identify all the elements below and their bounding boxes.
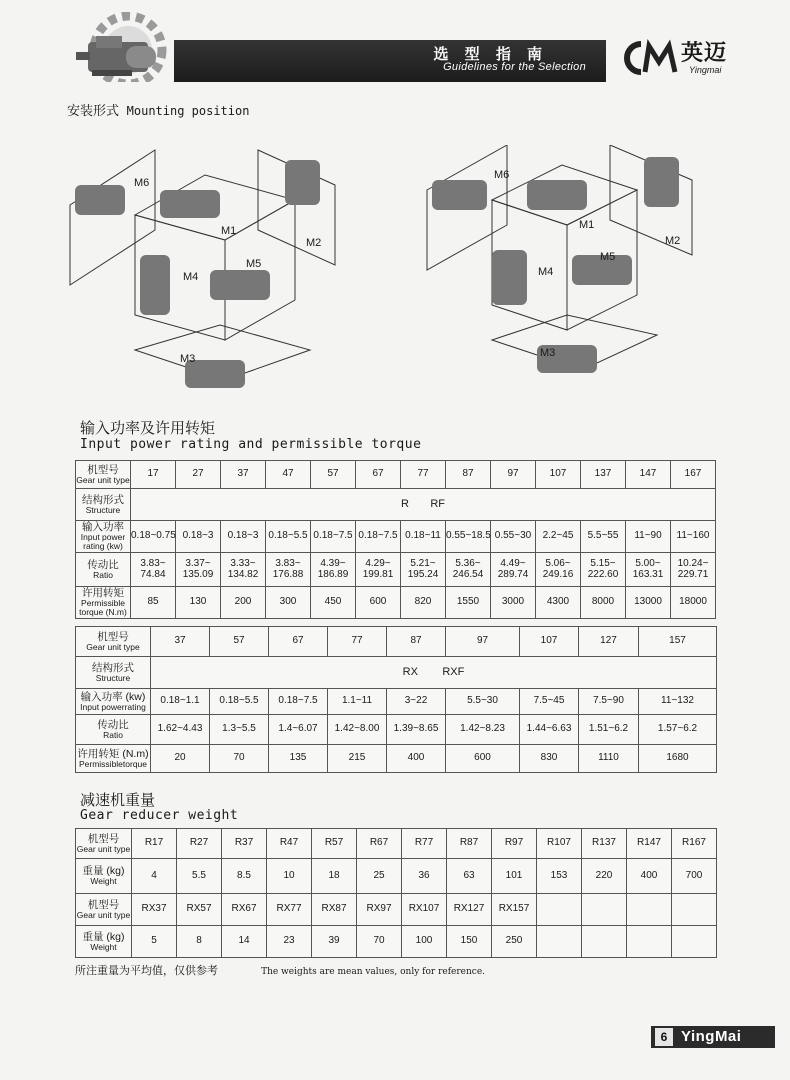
gear-motor-icon xyxy=(66,12,191,82)
table-cell: 0.18~11 xyxy=(401,521,446,553)
table-cell: 20 xyxy=(151,745,210,773)
table-cell: 1550 xyxy=(446,587,491,619)
label-m2: M2 xyxy=(665,235,681,247)
table-cell: R77 xyxy=(402,829,447,859)
table-row xyxy=(76,689,717,715)
table-cell: RX157 xyxy=(492,894,537,926)
header-cell: 传动比 Ratio xyxy=(76,715,151,745)
table-cell: 5.06~ 249.16 xyxy=(536,553,581,587)
table-cell: 1.62~4.43 xyxy=(151,715,210,745)
table-cell: 1.39~8.65 xyxy=(387,715,446,745)
table-cell: 7.5~45 xyxy=(520,689,579,715)
label-m4: M4 xyxy=(538,266,554,278)
table-cell: RX87 xyxy=(312,894,357,926)
header-cell: 重量 (kg) Weight xyxy=(76,859,132,894)
table-cell: R17 xyxy=(132,829,177,859)
table-cell: 57 xyxy=(311,461,356,489)
table-cell: 1.51~6.2 xyxy=(579,715,639,745)
table-cell: 4.49~ 289.74 xyxy=(491,553,536,587)
table-cell: 37 xyxy=(221,461,266,489)
table-cell: 2.2~45 xyxy=(536,521,581,553)
label-m5: M5 xyxy=(246,258,262,270)
table-cell: 127 xyxy=(579,627,639,657)
table-cell xyxy=(627,894,672,926)
table-cell: 100 xyxy=(402,926,447,958)
table-cell: 5.21~ 195.24 xyxy=(401,553,446,587)
table-cell: RX127 xyxy=(447,894,492,926)
table-cell: 8 xyxy=(177,926,222,958)
table-cell: 57 xyxy=(210,627,269,657)
header-cell: 机型号 Gear unit type xyxy=(76,461,131,489)
table-row xyxy=(76,553,716,587)
table-cell: R57 xyxy=(312,829,357,859)
table-cell: 18000 xyxy=(671,587,716,619)
table-cell: 0.18~3 xyxy=(221,521,266,553)
table-cell: 10.24~ 229.71 xyxy=(671,553,716,587)
table-cell: R147 xyxy=(627,829,672,859)
table-cell: 107 xyxy=(536,461,581,489)
table-cell: 14 xyxy=(222,926,267,958)
table-cell: 67 xyxy=(356,461,401,489)
table-cell: 3.83~ 74.84 xyxy=(131,553,176,587)
table-row xyxy=(76,894,717,926)
table-cell: 18 xyxy=(312,859,357,894)
table-cell: RX37 xyxy=(132,894,177,926)
header-cell: 重量 (kg) Weight xyxy=(76,926,132,958)
table-cell: RX57 xyxy=(177,894,222,926)
table-cell: 0.18~5.5 xyxy=(210,689,269,715)
table-cell: 11~90 xyxy=(626,521,671,553)
table-row xyxy=(76,715,717,745)
table-row xyxy=(76,745,717,773)
power-title-en: Input power rating and permissible torque xyxy=(80,437,422,452)
table-cell: 1.42~8.23 xyxy=(446,715,520,745)
label-m2: M2 xyxy=(306,237,322,249)
table-cell: 5.5~30 xyxy=(446,689,520,715)
table-cell: 135 xyxy=(269,745,328,773)
table-cell: 23 xyxy=(267,926,312,958)
table-cell: R137 xyxy=(582,829,627,859)
table-cell: 11~132 xyxy=(639,689,717,715)
table-cell: 450 xyxy=(311,587,356,619)
table-cell: 150 xyxy=(447,926,492,958)
table-cell: 157 xyxy=(639,627,717,657)
label-m3: M3 xyxy=(540,347,556,359)
mounting-cube-diagram xyxy=(60,145,360,405)
table-cell xyxy=(537,926,582,958)
table-cell: 220 xyxy=(582,859,627,894)
table-cell: 400 xyxy=(387,745,446,773)
table-cell xyxy=(672,926,717,958)
table-cell: RX107 xyxy=(402,894,447,926)
power-title-cn: 输入功率及许用转矩 xyxy=(80,420,216,437)
header-cell: 机型号 Gear unit type xyxy=(76,894,132,926)
table-cell: 36 xyxy=(402,859,447,894)
table-row xyxy=(76,489,716,521)
table-cell: 830 xyxy=(520,745,579,773)
table-cell: 300 xyxy=(266,587,311,619)
header-title-cn: 选 型 指 南 xyxy=(433,46,548,63)
table-cell: R27 xyxy=(177,829,222,859)
power-table-r xyxy=(75,460,716,619)
header-cell: 传动比 Ratio xyxy=(76,553,131,587)
label-m6: M6 xyxy=(134,177,150,189)
table-cell: 820 xyxy=(401,587,446,619)
weight-title-en: Gear reducer weight xyxy=(80,808,239,823)
table-cell: 600 xyxy=(446,745,520,773)
table-cell: 39 xyxy=(312,926,357,958)
table-cell: 97 xyxy=(446,627,520,657)
table-cell: 1680 xyxy=(639,745,717,773)
table-cell: RX77 xyxy=(267,894,312,926)
header-cell: 结构形式 Structure xyxy=(76,657,151,689)
header-cell: 输入功率 (kw) Input powerrating xyxy=(76,689,151,715)
header-cell: 许用转矩 Permissible torque (N.m) xyxy=(76,587,131,619)
table-cell: 3~22 xyxy=(387,689,446,715)
header-cell: 输入功率 Input power rating (kw) xyxy=(76,521,131,553)
table-cell: 250 xyxy=(492,926,537,958)
page-footer xyxy=(651,1026,775,1048)
table-cell: 97 xyxy=(491,461,536,489)
table-cell: 130 xyxy=(176,587,221,619)
table-cell: 8.5 xyxy=(222,859,267,894)
table-cell: 153 xyxy=(537,859,582,894)
table-cell: 87 xyxy=(446,461,491,489)
table-cell: 1.4~6.07 xyxy=(269,715,328,745)
table-cell: 0.55~18.5 xyxy=(446,521,491,553)
table-cell: 3.37~ 135.09 xyxy=(176,553,221,587)
table-cell: 27 xyxy=(176,461,221,489)
table-cell: 5.00~ 163.31 xyxy=(626,553,671,587)
label-m5: M5 xyxy=(600,251,616,263)
mounting-diagram-right xyxy=(422,145,722,405)
header-cell: 许用转矩 (N.m) Permissibletorque xyxy=(76,745,151,773)
table-cell: 0.18~1.1 xyxy=(151,689,210,715)
table-cell: 77 xyxy=(328,627,387,657)
table-cell xyxy=(582,894,627,926)
table-cell: 1.57~6.2 xyxy=(639,715,717,745)
header-cell: 机型号 Gear unit type xyxy=(76,829,132,859)
table-cell: 107 xyxy=(520,627,579,657)
table-row xyxy=(76,829,717,859)
table-cell: 4300 xyxy=(536,587,581,619)
table-cell: 0.18~7.5 xyxy=(269,689,328,715)
table-cell xyxy=(582,926,627,958)
table-cell: RX67 xyxy=(222,894,267,926)
table-row xyxy=(76,657,717,689)
table-cell: RX97 xyxy=(357,894,402,926)
table-cell: 1110 xyxy=(579,745,639,773)
mounting-title xyxy=(67,100,249,119)
footer-brand: YingMai xyxy=(681,1028,742,1045)
weight-note-en: The weights are mean values, only for reference. xyxy=(261,967,486,977)
table-cell: 700 xyxy=(672,859,717,894)
cm-logo-icon xyxy=(619,36,679,80)
table-cell: 200 xyxy=(221,587,266,619)
label-m6: M6 xyxy=(494,169,510,181)
table-cell xyxy=(537,894,582,926)
table-cell: 87 xyxy=(387,627,446,657)
table-cell: 0.18~7.5 xyxy=(356,521,401,553)
label-m4: M4 xyxy=(183,271,199,283)
table-row xyxy=(76,461,716,489)
table-cell: 5.36~ 246.54 xyxy=(446,553,491,587)
table-cell: 63 xyxy=(447,859,492,894)
table-cell: 70 xyxy=(357,926,402,958)
table-cell: 70 xyxy=(210,745,269,773)
label-m1: M1 xyxy=(221,225,237,237)
structure-cell: RX RXF xyxy=(151,657,717,689)
power-table-rx xyxy=(75,626,717,773)
label-m1: M1 xyxy=(579,219,595,231)
table-cell: 0.55~30 xyxy=(491,521,536,553)
mounting-title-cn: 安装形式 xyxy=(67,103,120,118)
table-cell: R47 xyxy=(267,829,312,859)
table-cell: 5 xyxy=(132,926,177,958)
table-row xyxy=(76,587,716,619)
table-cell: 5.5~55 xyxy=(581,521,626,553)
table-cell: 147 xyxy=(626,461,671,489)
header-title-bar xyxy=(174,40,606,82)
table-cell: 1.44~6.63 xyxy=(520,715,579,745)
table-cell: R67 xyxy=(357,829,402,859)
table-row xyxy=(76,627,717,657)
table-cell: 25 xyxy=(357,859,402,894)
table-cell: 215 xyxy=(328,745,387,773)
header-cell: 结构形式 Structure xyxy=(76,489,131,521)
table-cell: 4.39~ 186.89 xyxy=(311,553,356,587)
page-header xyxy=(66,12,776,82)
table-cell: 167 xyxy=(671,461,716,489)
table-cell: 7.5~90 xyxy=(579,689,639,715)
table-cell: R97 xyxy=(492,829,537,859)
table-row xyxy=(76,521,716,553)
mounting-cube-diagram xyxy=(422,145,722,405)
header-title-en: Guidelines for the Selection xyxy=(443,61,586,73)
table-cell: 5.5 xyxy=(177,859,222,894)
table-cell: R167 xyxy=(672,829,717,859)
table-cell: R87 xyxy=(447,829,492,859)
table-cell: 400 xyxy=(627,859,672,894)
company-logo xyxy=(619,36,769,80)
table-cell xyxy=(627,926,672,958)
table-cell: 0.18~7.5 xyxy=(311,521,356,553)
table-cell: 1.1~11 xyxy=(328,689,387,715)
table-row xyxy=(76,926,717,958)
table-cell: 4.29~ 199.81 xyxy=(356,553,401,587)
table-cell: 11~160 xyxy=(671,521,716,553)
mounting-diagram-left xyxy=(60,145,360,405)
table-cell: 77 xyxy=(401,461,446,489)
table-cell: 0.18~3 xyxy=(176,521,221,553)
table-cell: R37 xyxy=(222,829,267,859)
table-cell: 1.3~5.5 xyxy=(210,715,269,745)
logo-text-en: Yingmai xyxy=(689,65,722,75)
table-cell: 67 xyxy=(269,627,328,657)
table-cell: 101 xyxy=(492,859,537,894)
table-cell: 8000 xyxy=(581,587,626,619)
table-cell: 4 xyxy=(132,859,177,894)
weight-note xyxy=(75,962,485,978)
table-cell: 47 xyxy=(266,461,311,489)
header-cell: 机型号 Gear unit type xyxy=(76,627,151,657)
table-cell: 1.42~8.00 xyxy=(328,715,387,745)
weight-note-cn: 所注重量为平均值，仅供参考 xyxy=(75,965,218,977)
table-cell: 600 xyxy=(356,587,401,619)
table-row xyxy=(76,859,717,894)
structure-cell: R RF xyxy=(131,489,716,521)
logo-text-cn: 英迈 xyxy=(681,40,728,65)
table-cell: 17 xyxy=(131,461,176,489)
table-cell xyxy=(672,894,717,926)
table-cell: 13000 xyxy=(626,587,671,619)
table-cell: 3000 xyxy=(491,587,536,619)
table-cell: 85 xyxy=(131,587,176,619)
mounting-title-en: Mounting position xyxy=(126,104,250,118)
table-cell: 5.15~ 222.60 xyxy=(581,553,626,587)
page-number: 6 xyxy=(655,1028,673,1046)
table-cell: 137 xyxy=(581,461,626,489)
table-cell: 3.83~ 176.88 xyxy=(266,553,311,587)
table-cell: 10 xyxy=(267,859,312,894)
weight-title-cn: 减速机重量 xyxy=(80,792,156,809)
table-cell: 0.18~5.5 xyxy=(266,521,311,553)
table-cell: 37 xyxy=(151,627,210,657)
table-cell: R107 xyxy=(537,829,582,859)
table-cell: 3.33~ 134.82 xyxy=(221,553,266,587)
label-m3: M3 xyxy=(180,353,196,365)
weight-table xyxy=(75,828,717,958)
table-cell: 0.18~0.75 xyxy=(131,521,176,553)
